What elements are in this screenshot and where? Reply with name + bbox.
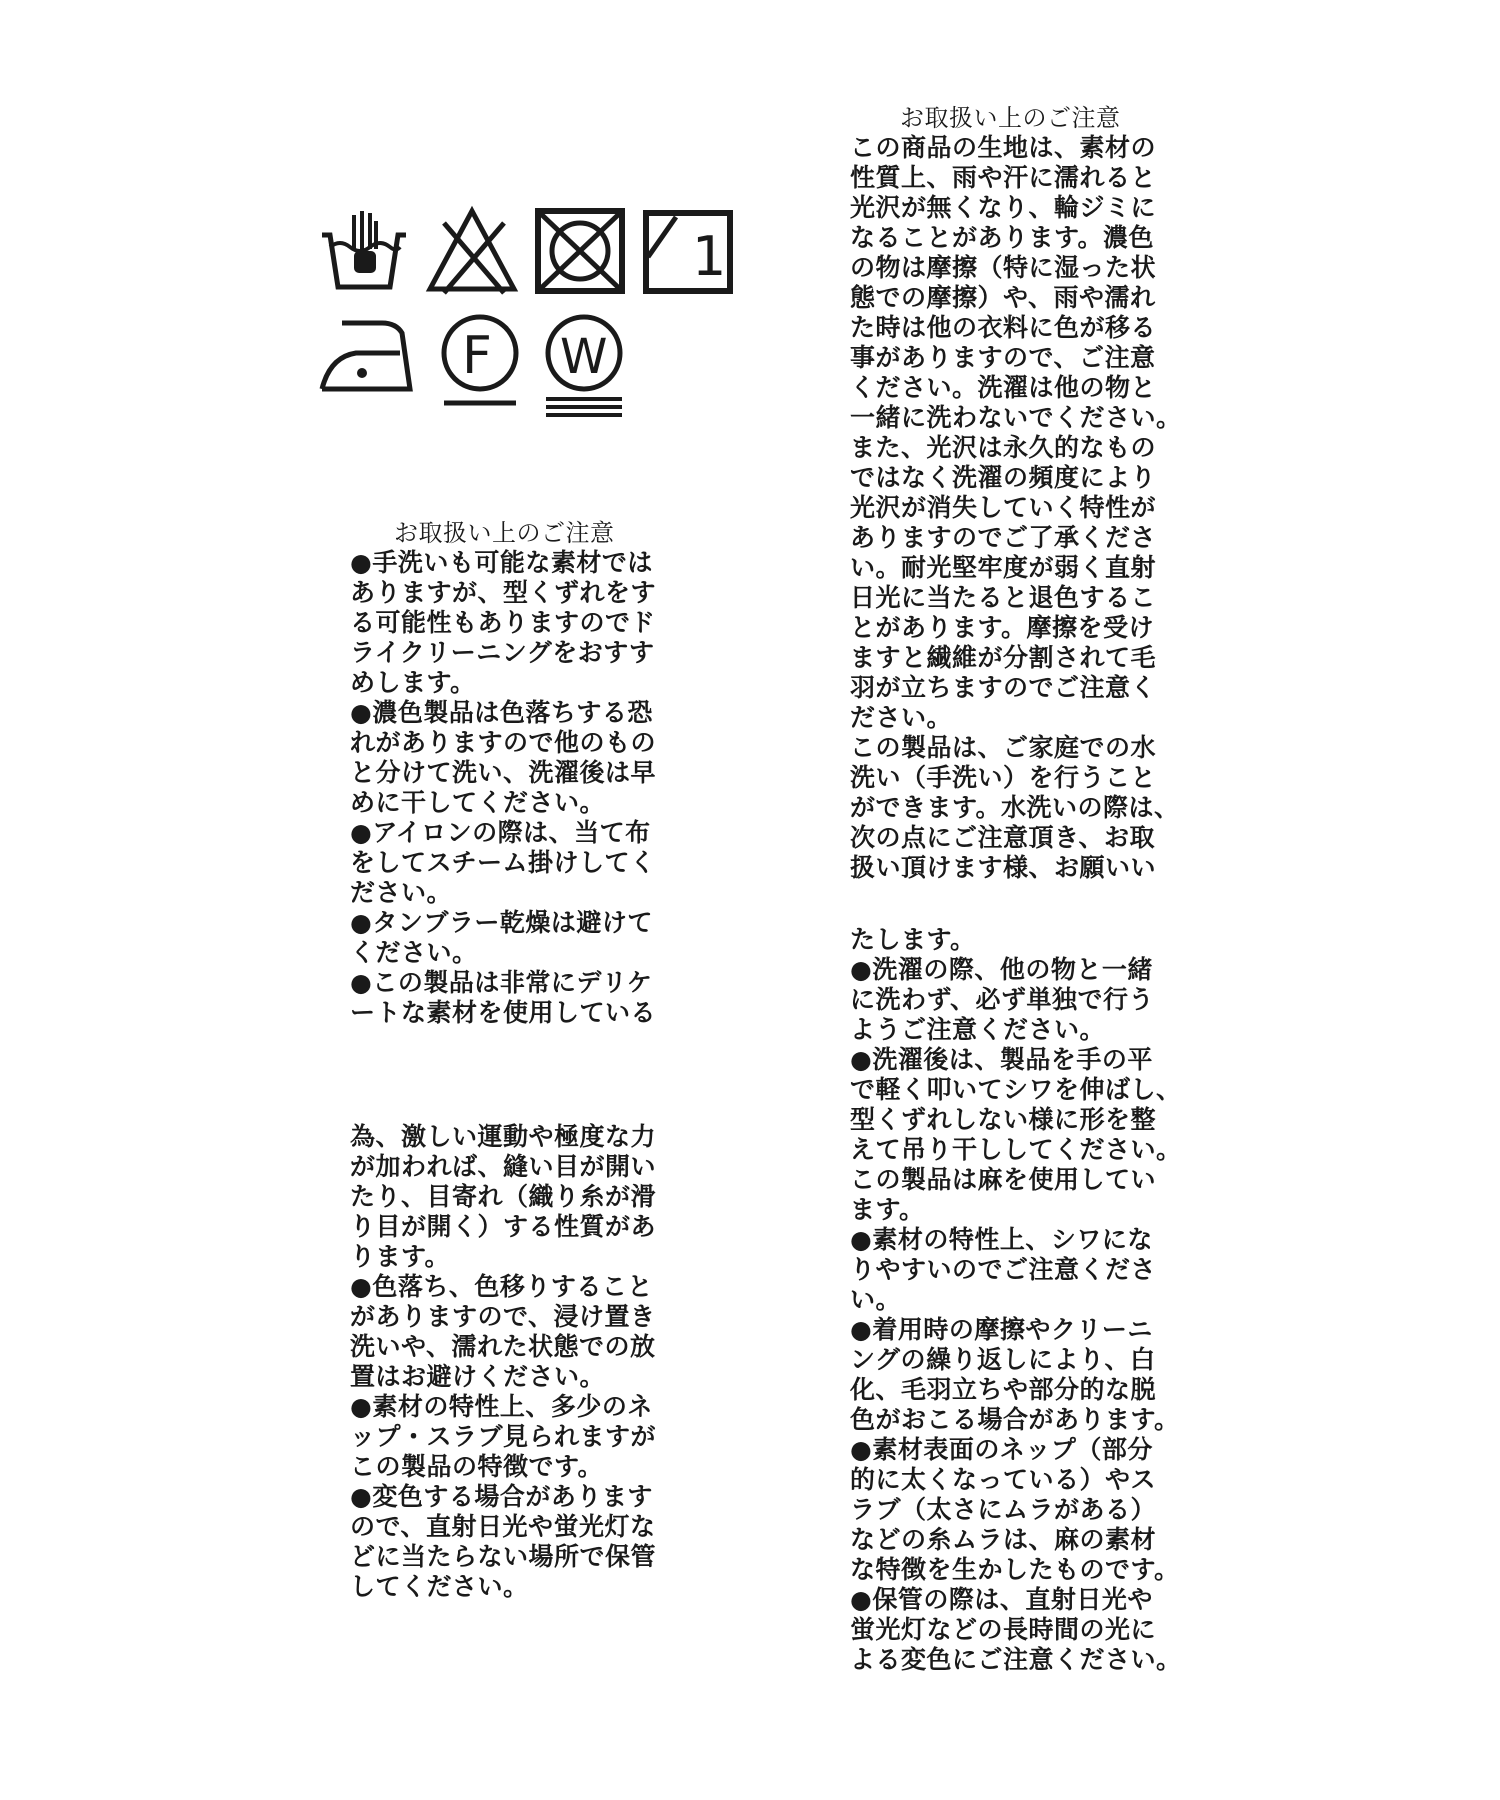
notice-line: 光沢が無くなり、輪ジミに bbox=[850, 193, 1157, 222]
notice-line: ●手洗いも可能な素材では bbox=[350, 548, 653, 577]
notice-line: と分けて洗い、洗濯後は早 bbox=[350, 758, 657, 787]
notice-line: ありますのでご了承くださ bbox=[850, 523, 1157, 552]
notice-line: ありますが、型くずれをす bbox=[350, 578, 657, 607]
notice-line: ●この製品は非常にデリケ bbox=[350, 968, 653, 997]
notice-heading: お取扱い上のご注意 bbox=[900, 104, 1121, 132]
care-notice-right-bottom bbox=[850, 925, 1182, 1675]
notice-line: が加われば、縫い目が開い bbox=[350, 1152, 657, 1181]
notice-line: 事がありますので、ご注意 bbox=[850, 343, 1156, 372]
notice-line: 日光に当たると退色するこ bbox=[850, 583, 1157, 612]
dry-clean-f-icon bbox=[432, 311, 528, 411]
notice-line: た時は他の衣料に色が移る bbox=[850, 313, 1157, 342]
notice-line: の物は摩擦（特に湿った状 bbox=[850, 253, 1157, 282]
notice-heading: お取扱い上のご注意 bbox=[394, 519, 615, 547]
dry-clean-letter: F bbox=[462, 326, 492, 386]
notice-line: などの糸ムラは、麻の素材 bbox=[850, 1525, 1157, 1554]
notice-line: 蛍光灯などの長時間の光に bbox=[850, 1615, 1157, 1644]
notice-line: ングの繰り返しにより、白 bbox=[850, 1345, 1156, 1374]
notice-line: ります。 bbox=[350, 1242, 451, 1271]
wet-clean-w-icon bbox=[536, 311, 632, 421]
notice-line: この製品は麻を使用してい bbox=[850, 1165, 1157, 1194]
notice-line: この製品は、ご家庭での水 bbox=[850, 733, 1157, 762]
notice-line: えて吊り干ししてください。 bbox=[850, 1135, 1182, 1164]
notice-line: ップ・スラブ見られますが bbox=[350, 1422, 657, 1451]
notice-line: 型くずれしない様に形を整 bbox=[850, 1105, 1157, 1134]
notice-line: をしてスチーム掛けしてく bbox=[350, 848, 656, 877]
notice-line: ようご注意ください。 bbox=[850, 1015, 1106, 1044]
wet-clean-letter: W bbox=[560, 329, 608, 385]
care-symbols bbox=[316, 205, 736, 415]
notice-line: めに干してください。 bbox=[350, 788, 606, 817]
notice-line: ください。洗濯は他の物と bbox=[850, 373, 1157, 402]
notice-line: この商品の生地は、素材の bbox=[850, 133, 1157, 162]
do-not-bleach-icon bbox=[424, 205, 520, 301]
notice-line: ますと繊維が分割されて毛 bbox=[850, 643, 1157, 672]
notice-line: 光沢が消失していく特性が bbox=[850, 493, 1157, 522]
care-notice-left-top bbox=[350, 518, 656, 1028]
notice-line: 洗いや、濡れた状態での放 bbox=[350, 1332, 656, 1361]
notice-line: ●保管の際は、直射日光や bbox=[850, 1585, 1153, 1614]
notice-line: なることがあります。濃色 bbox=[850, 223, 1155, 252]
notice-line: ●洗濯の際、他の物と一緒 bbox=[850, 955, 1153, 984]
notice-line: ●素材の特性上、シワにな bbox=[850, 1225, 1153, 1254]
notice-line: ●素材の特性上、多少のネ bbox=[350, 1392, 653, 1421]
notice-line: ださい。 bbox=[850, 703, 953, 732]
notice-line: 次の点にご注意頂き、お取 bbox=[850, 823, 1156, 852]
notice-line: ●濃色製品は色落ちする恐 bbox=[350, 698, 653, 727]
line-dry-number: 1 bbox=[692, 225, 727, 288]
notice-line: 一緒に洗わないでください。 bbox=[850, 403, 1182, 432]
notice-line: りやすいのでご注意くださ bbox=[850, 1255, 1157, 1284]
notice-line: 置はお避けください。 bbox=[350, 1362, 606, 1391]
notice-line: 羽が立ちますのでご注意く bbox=[850, 673, 1157, 702]
notice-line: ●色落ち、色移りすること bbox=[350, 1272, 653, 1301]
notice-line: ださい。 bbox=[350, 878, 453, 907]
notice-line: よる変色にご注意ください。 bbox=[850, 1645, 1182, 1674]
notice-line: ●タンブラー乾燥は避けて bbox=[350, 908, 653, 937]
do-not-tumble-dry-icon bbox=[532, 205, 628, 301]
care-notice-left-bottom bbox=[350, 1122, 656, 1602]
notice-line: めします。 bbox=[350, 668, 476, 697]
notice-line: ートな素材を使用している bbox=[350, 998, 657, 1027]
notice-line: ます。 bbox=[850, 1195, 925, 1224]
notice-line: ください。 bbox=[350, 938, 478, 967]
notice-line: ●素材表面のネップ（部分 bbox=[850, 1435, 1153, 1464]
notice-line: る可能性もありますのでド bbox=[350, 608, 656, 637]
notice-line: 態での摩擦）や、雨や濡れ bbox=[850, 283, 1156, 312]
care-notice-right-top bbox=[850, 103, 1182, 883]
notice-line: たします。 bbox=[850, 925, 976, 954]
notice-line: ●アイロンの際は、当て布 bbox=[350, 818, 651, 847]
notice-line: い。 bbox=[850, 1285, 902, 1314]
notice-line: とがあります。摩擦を受け bbox=[850, 613, 1155, 642]
notice-line: 洗い（手洗い）を行うこと bbox=[850, 763, 1157, 792]
notice-line: い。耐光堅牢度が弱く直射 bbox=[850, 553, 1157, 582]
notice-line: 的に太くなっている）やス bbox=[850, 1465, 1157, 1494]
notice-line: 色がおこる場合があります。 bbox=[850, 1405, 1180, 1434]
notice-line: 扱い頂けます様、お願いい bbox=[850, 853, 1157, 882]
notice-line: ●変色する場合があります bbox=[350, 1482, 653, 1511]
notice-line: また、光沢は永久的なもの bbox=[850, 433, 1157, 462]
notice-line: ●着用時の摩擦やクリーニ bbox=[850, 1315, 1153, 1344]
notice-line: たり、目寄れ（織り糸が滑 bbox=[350, 1182, 657, 1211]
notice-line: ができます。水洗いの際は、 bbox=[850, 793, 1180, 822]
notice-line: してください。 bbox=[350, 1572, 529, 1601]
notice-line: で軽く叩いてシワを伸ばし、 bbox=[850, 1075, 1182, 1104]
iron-low-icon bbox=[316, 313, 416, 403]
notice-line: この製品の特徴です。 bbox=[350, 1452, 604, 1481]
notice-line: ライクリーニングをおすす bbox=[350, 638, 655, 667]
notice-line: 化、毛羽立ちや部分的な脱 bbox=[850, 1375, 1157, 1404]
notice-line: 性質上、雨や汗に濡れると bbox=[850, 163, 1157, 192]
notice-line: 為、激しい運動や極度な力 bbox=[350, 1122, 657, 1151]
hand-wash-icon bbox=[316, 205, 412, 301]
notice-line: り目が開く）する性質があ bbox=[350, 1212, 657, 1241]
notice-line: に洗わず、必ず単独で行う bbox=[850, 985, 1155, 1014]
notice-line: ので、直射日光や蛍光灯な bbox=[350, 1512, 656, 1541]
notice-line: れがありますので他のもの bbox=[350, 728, 657, 757]
notice-line: ではなく洗濯の頻度により bbox=[850, 463, 1157, 492]
notice-line: がありますので、浸け置き bbox=[350, 1302, 656, 1331]
notice-line: ラブ（太さにムラがある） bbox=[850, 1495, 1157, 1524]
notice-line: な特徴を生かしたものです。 bbox=[850, 1555, 1180, 1584]
line-dry-icon bbox=[640, 205, 736, 301]
notice-line: ●洗濯後は、製品を手の平 bbox=[850, 1045, 1153, 1074]
notice-line: どに当たらない場所で保管 bbox=[350, 1542, 657, 1571]
